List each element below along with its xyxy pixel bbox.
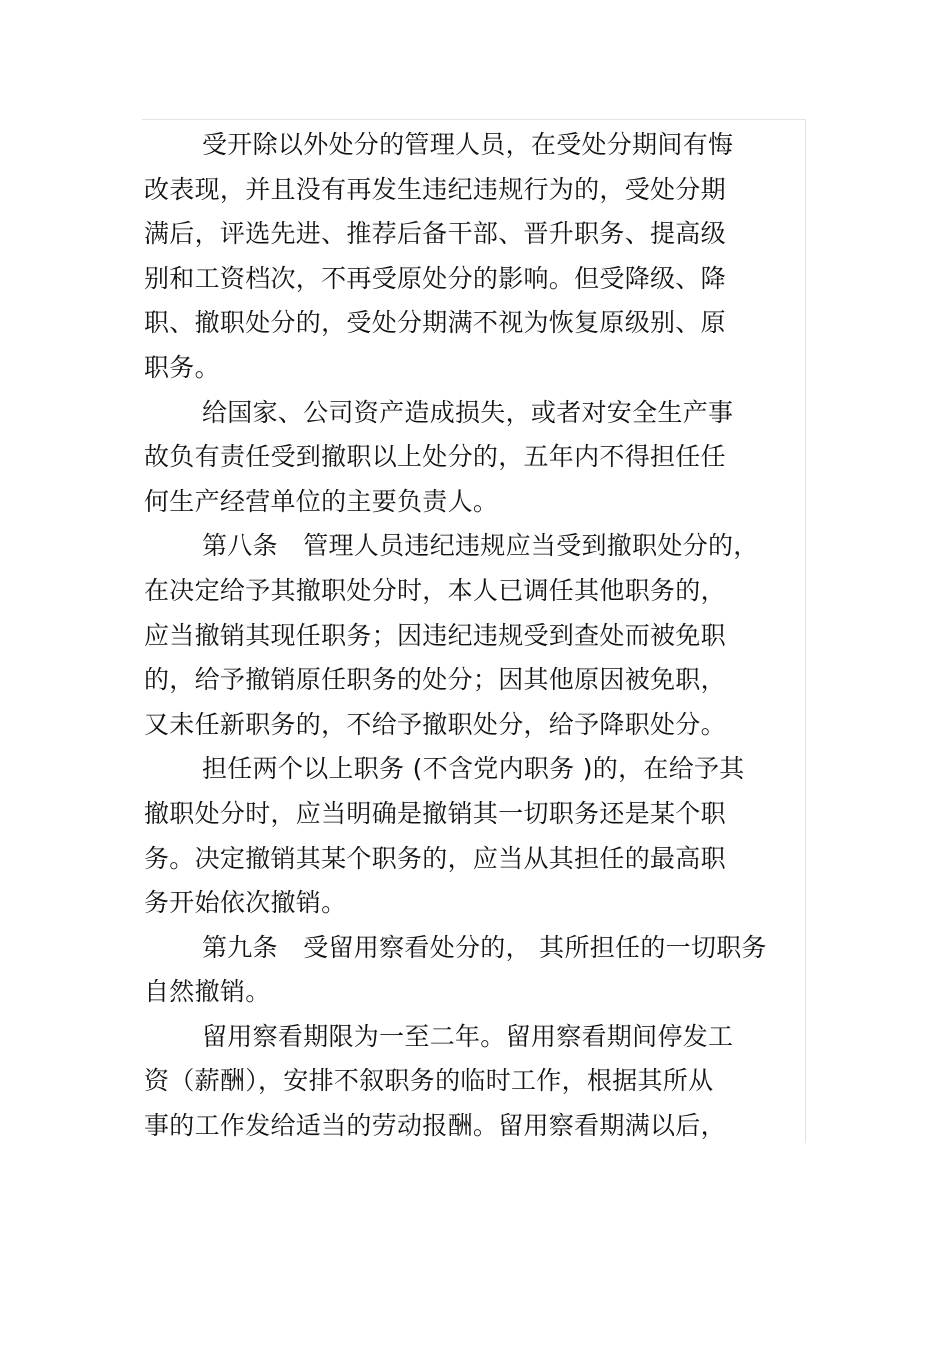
text-line: 第九条 受留用察看处分的， 其所担任的一切职务 — [202, 932, 767, 962]
text-line: 自然撤销。 — [144, 977, 271, 1007]
text-line: 事的工作发给适当的劳动报酬。留用察看期满以后， — [144, 1111, 726, 1141]
text-line: 应当撤销其现任职务；因违纪违规受到查处而被免职 — [144, 620, 726, 650]
text-line: 撤职处分时，应当明确是撤销其一切职务还是某个职 — [144, 798, 726, 828]
article-9 — [144, 926, 804, 1015]
text-line: 改表现，并且没有再发生违纪违规行为的，受处分期 — [144, 174, 726, 204]
text-line: 职务。 — [144, 352, 220, 382]
text-line: 受开除以外处分的管理人员，在受处分期间有悔 — [202, 130, 734, 159]
text-line: 故负有责任受到撤职以上处分的，五年内不得担任任 — [144, 442, 726, 472]
text-line: 的，给予撤销原任职务的处分；因其他原因被免职， — [144, 665, 726, 695]
text-line: 别和工资档次，不再受原处分的影响。但受降级、降 — [144, 263, 726, 293]
text-line: 资（薪酬），安排不叙职务的临时工作，根据其所从 — [144, 1066, 714, 1096]
text-line: 职、撤职处分的，受处分期满不视为恢复原级别、原 — [144, 308, 726, 338]
paragraph-1 — [144, 123, 804, 391]
text-line: 满后，评选先进、推荐后备干部、晋升职务、提高级 — [144, 219, 726, 249]
text-line: 务开始依次撤销。 — [144, 888, 347, 918]
text-line: 留用察看期限为一至二年。留用察看期间停发工 — [202, 1021, 734, 1051]
document-body — [144, 123, 804, 1143]
text-line: 又未任新职务的，不给予撤职处分，给予降职处分。 — [144, 709, 726, 739]
text-line: 务。决定撤销其某个职务的，应当从其担任的最高职 — [144, 843, 726, 873]
text-line: 何生产经营单位的主要负责人。 — [144, 486, 499, 516]
article-8 — [144, 524, 804, 747]
text-line: 担任两个以上职务 (不含党内职务 )的，在给予其 — [202, 754, 745, 784]
paragraph-6 — [144, 1015, 804, 1143]
text-line: 第八条 管理人员违纪违规应当受到撤职处分的， — [202, 531, 759, 561]
text-line: 在决定给予其撤职处分时，本人已调任其他职务的， — [144, 575, 726, 605]
paragraph-2 — [144, 391, 804, 525]
paragraph-4 — [144, 747, 804, 925]
text-line: 给国家、公司资产造成损失，或者对安全生产事 — [202, 397, 734, 427]
